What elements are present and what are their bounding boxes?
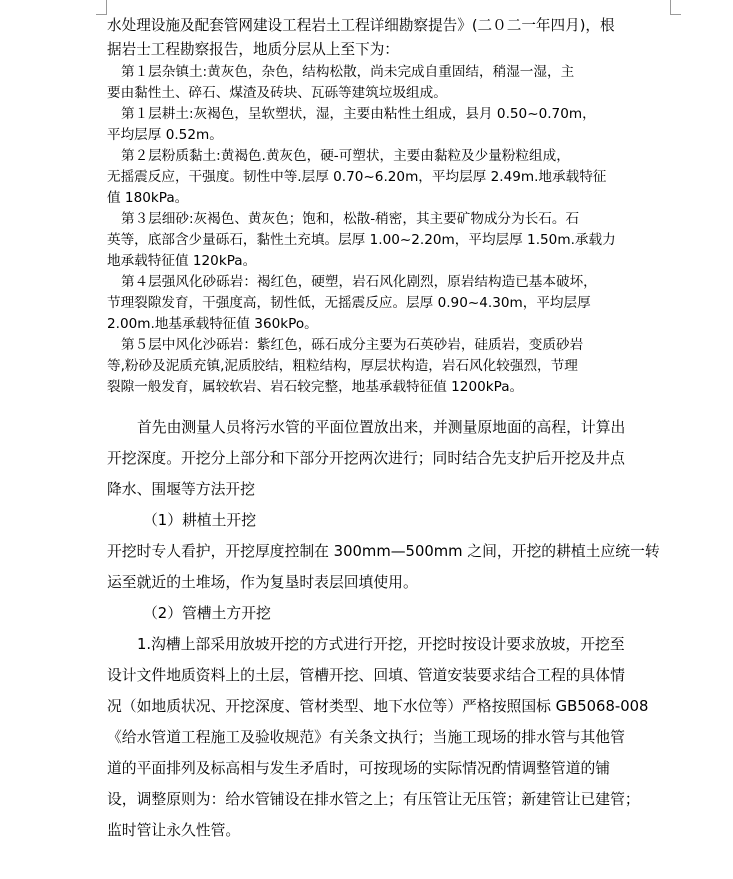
- geology-layer-line: 第１层杂镇土:黄灰色，杂色，结构松散，尚未完成自重固结，稍湿一湿，主: [121, 64, 575, 80]
- geology-layer-line: 节理裂隙发育，干强度高，韧性低，无摇震反应。层厚 0.90~4.30m，平均层厚: [107, 295, 591, 311]
- section-line: 监时管让永久性管。: [107, 822, 241, 839]
- section-line: 《给水管道工程施工及验收规范》有关条文执行；当施工现场的排水管与其他管: [107, 729, 625, 746]
- geology-layer-line: 平均层厚 0.52m。: [107, 127, 223, 143]
- geology-layer-line: 第１层耕土:灰褐色，呈软塑状，湿，主要由粘性土组成，县月 0.50~0.70m，: [121, 106, 596, 122]
- section-line: 况（如地质状况、开挖深度、管材类型、地下水位等）严格按照国标 GB5068-008: [107, 698, 649, 715]
- construction-intro-line: 首先由测量人员将污水管的平面位置放出来，并测量原地面的高程，计算出: [137, 419, 626, 436]
- paragraph-spacer: [107, 398, 667, 412]
- section-line: 1.沟槽上部采用放坡开挖的方式进行开挖，开挖时按设计要求放坡，开挖至: [137, 636, 625, 653]
- geology-layer-line: 裂隙一般发育，属较软岩、岩石较完整，地基承载特征值 1200kPa。: [107, 379, 524, 395]
- geology-layer-line: 无摇震反应，干强度。韧性中等.层厚 0.70~6.20m，平均层厚 2.49m.地承载特征: [107, 169, 607, 185]
- section-line: 设，调整原则为：给水管铺设在排水管之上；有压管让无压管；新建管让已建管；: [107, 791, 640, 808]
- geology-layer-line: 第３层细砂:灰褐色、黄灰色；饱和，松散-稍密，其主要矿物成分为长石。石: [121, 211, 580, 227]
- section-heading: （2）管槽土方开挖: [143, 605, 271, 622]
- geology-layer-line: 要由黏性土、碎石、煤渣及砖块、瓦砾等建筑垃圾组成。: [107, 85, 447, 101]
- section-line: 道的平面排列及标高相与发生矛盾时，可按现场的实际情况酌情调整管道的铺: [107, 760, 611, 777]
- geology-layer-line: 英等，底部含少量砾石，黏性土充填。层厚 1.00~2.20m，平均层厚 1.50m.承载力: [107, 232, 616, 248]
- geology-layer-line: 地承载特征值 120kPa。: [107, 253, 257, 269]
- geology-layer-line: 第５层中风化沙砾岩：紫红色，砾石成分主要为石英砂岩，硅质岩，变质砂岩: [121, 337, 584, 353]
- construction-intro-line: 开挖深度。开挖分上部分和下部分开挖两次进行；同时结合先支护后开挖及井点: [107, 450, 625, 467]
- section-heading: （1）耕植土开挖: [143, 512, 256, 529]
- geology-layer-line: 第４层强风化砂砾岩：褐红色，硬塑，岩石风化剧烈，原岩结构造已基本破坏，: [121, 274, 597, 290]
- section-line: 运至就近的土堆场，作为复垦时表层回填使用。: [107, 574, 418, 591]
- section-line: 开挖时专人看护，开挖厚度控制在 300mm—500mm 之间，开挖的耕植土应统一转: [107, 543, 660, 560]
- geology-layer-line: 第２层粉质黏土:黄褐色.黄灰色，硬-可塑状，主要由黏粒及少量粉粒组成，: [121, 148, 570, 164]
- geology-intro-line: 据岩士工程勘察报告，地质分层从上至下为：: [107, 41, 399, 58]
- crop-mark-top-right: [670, 0, 681, 15]
- crop-mark-top-left: [96, 0, 107, 15]
- geology-layer-line: 2.00m.地基承载特征值 360kPo。: [107, 316, 318, 332]
- geology-layer-line: 等,粉砂及泥质充镇,泥质胶结，粗粒结构，厚层状构造，岩石风化较强烈，节理: [107, 358, 578, 374]
- construction-intro-line: 降水、围堰等方法开挖: [107, 481, 255, 498]
- section-line: 设计文件地质资料上的土层，管槽开挖、回填、管道安装要求结合工程的具体情: [107, 667, 625, 684]
- document-page: [107, 14, 667, 846]
- geology-intro-line: 水处理设施及配套管网建设工程岩土工程详细勘察提告》(二０二一年四月)，根: [107, 17, 615, 34]
- geology-layer-line: 值 180kPa。: [107, 190, 189, 206]
